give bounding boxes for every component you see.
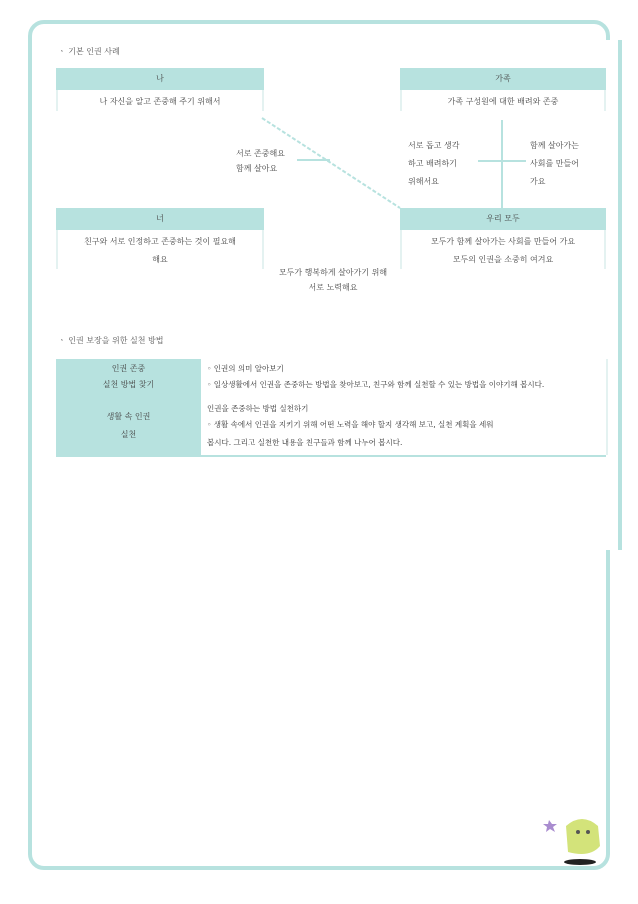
box-body-line: 모두의 인권을 소중히 여겨요 bbox=[452, 255, 554, 264]
note-line: 위해서요 bbox=[408, 177, 439, 186]
box-body bbox=[400, 230, 606, 269]
right-note-b bbox=[530, 137, 579, 191]
left-cell-line: 생활 속 인권 bbox=[106, 412, 151, 421]
note-line: 사회를 만들어 bbox=[530, 159, 579, 168]
practice-table bbox=[56, 359, 606, 457]
bottom-center-note bbox=[268, 265, 398, 295]
mascot-icon bbox=[543, 819, 600, 865]
table-left-cells bbox=[56, 359, 201, 455]
box-top-right bbox=[400, 68, 606, 111]
box-body bbox=[56, 230, 264, 269]
box-bottom-left bbox=[56, 208, 264, 269]
center-label bbox=[236, 146, 285, 176]
note-line: 함께 살아가는 bbox=[530, 141, 579, 150]
table-line: ◦ 일상생활에서 인권을 존중하는 방법을 찾아보고, 친구와 함께 실천할 수 있는 방법을 이야기해 봅시다. bbox=[207, 380, 545, 389]
box-top-left bbox=[56, 68, 264, 111]
box-head: 너 bbox=[56, 208, 264, 230]
note-line: 서로 돕고 생각 bbox=[408, 141, 460, 150]
box-body: 나 자신을 알고 존중해 주기 위해서 bbox=[56, 90, 264, 111]
box-body-line: 모두가 함께 살아가는 사회를 만들어 가요 bbox=[430, 237, 576, 246]
table-line: 인권을 존중하는 방법 실천하기 bbox=[207, 404, 309, 413]
right-note-a bbox=[408, 137, 459, 191]
box-head: 나 bbox=[56, 68, 264, 90]
center-label-line: 서로 존중해요 bbox=[236, 149, 285, 158]
note-line: 하고 배려하기 bbox=[408, 159, 457, 168]
table-right-cells bbox=[201, 359, 608, 455]
left-cell-line: 인권 존중 bbox=[111, 364, 146, 373]
box-bottom-right bbox=[400, 208, 606, 269]
center-label-line: 함께 살아요 bbox=[236, 164, 278, 173]
note-line: 가요 bbox=[530, 177, 546, 186]
section-title-2: ㆍ 인권 보장을 위한 실천 방법 bbox=[58, 336, 164, 345]
note-line: 모두가 행복하게 살아가기 위해 bbox=[278, 268, 388, 277]
box-body-line: 친구와 서로 인정하고 존중하는 것이 필요해 bbox=[84, 237, 236, 246]
box-body-line: 해요 bbox=[152, 255, 168, 264]
box-head: 가족 bbox=[400, 68, 606, 90]
table-line: 봅시다. 그리고 실천한 내용을 친구들과 함께 나누어 봅시다. bbox=[207, 438, 403, 447]
left-cell-line: 실천 방법 찾기 bbox=[102, 380, 155, 389]
section-title-1: ㆍ 기본 인권 사례 bbox=[58, 47, 120, 56]
box-body: 가족 구성원에 대한 배려와 존중 bbox=[400, 90, 606, 111]
table-line: ◦ 생활 속에서 인권을 지키기 위해 어떤 노력을 해야 할지 생각해 보고, 실천 계획을 세워 bbox=[207, 420, 494, 429]
left-cell-line: 실천 bbox=[120, 430, 137, 439]
box-head: 우리 모두 bbox=[400, 208, 606, 230]
table-line: ◦ 인권의 의미 알아보기 bbox=[207, 364, 284, 373]
note-line: 서로 노력해요 bbox=[308, 283, 358, 292]
